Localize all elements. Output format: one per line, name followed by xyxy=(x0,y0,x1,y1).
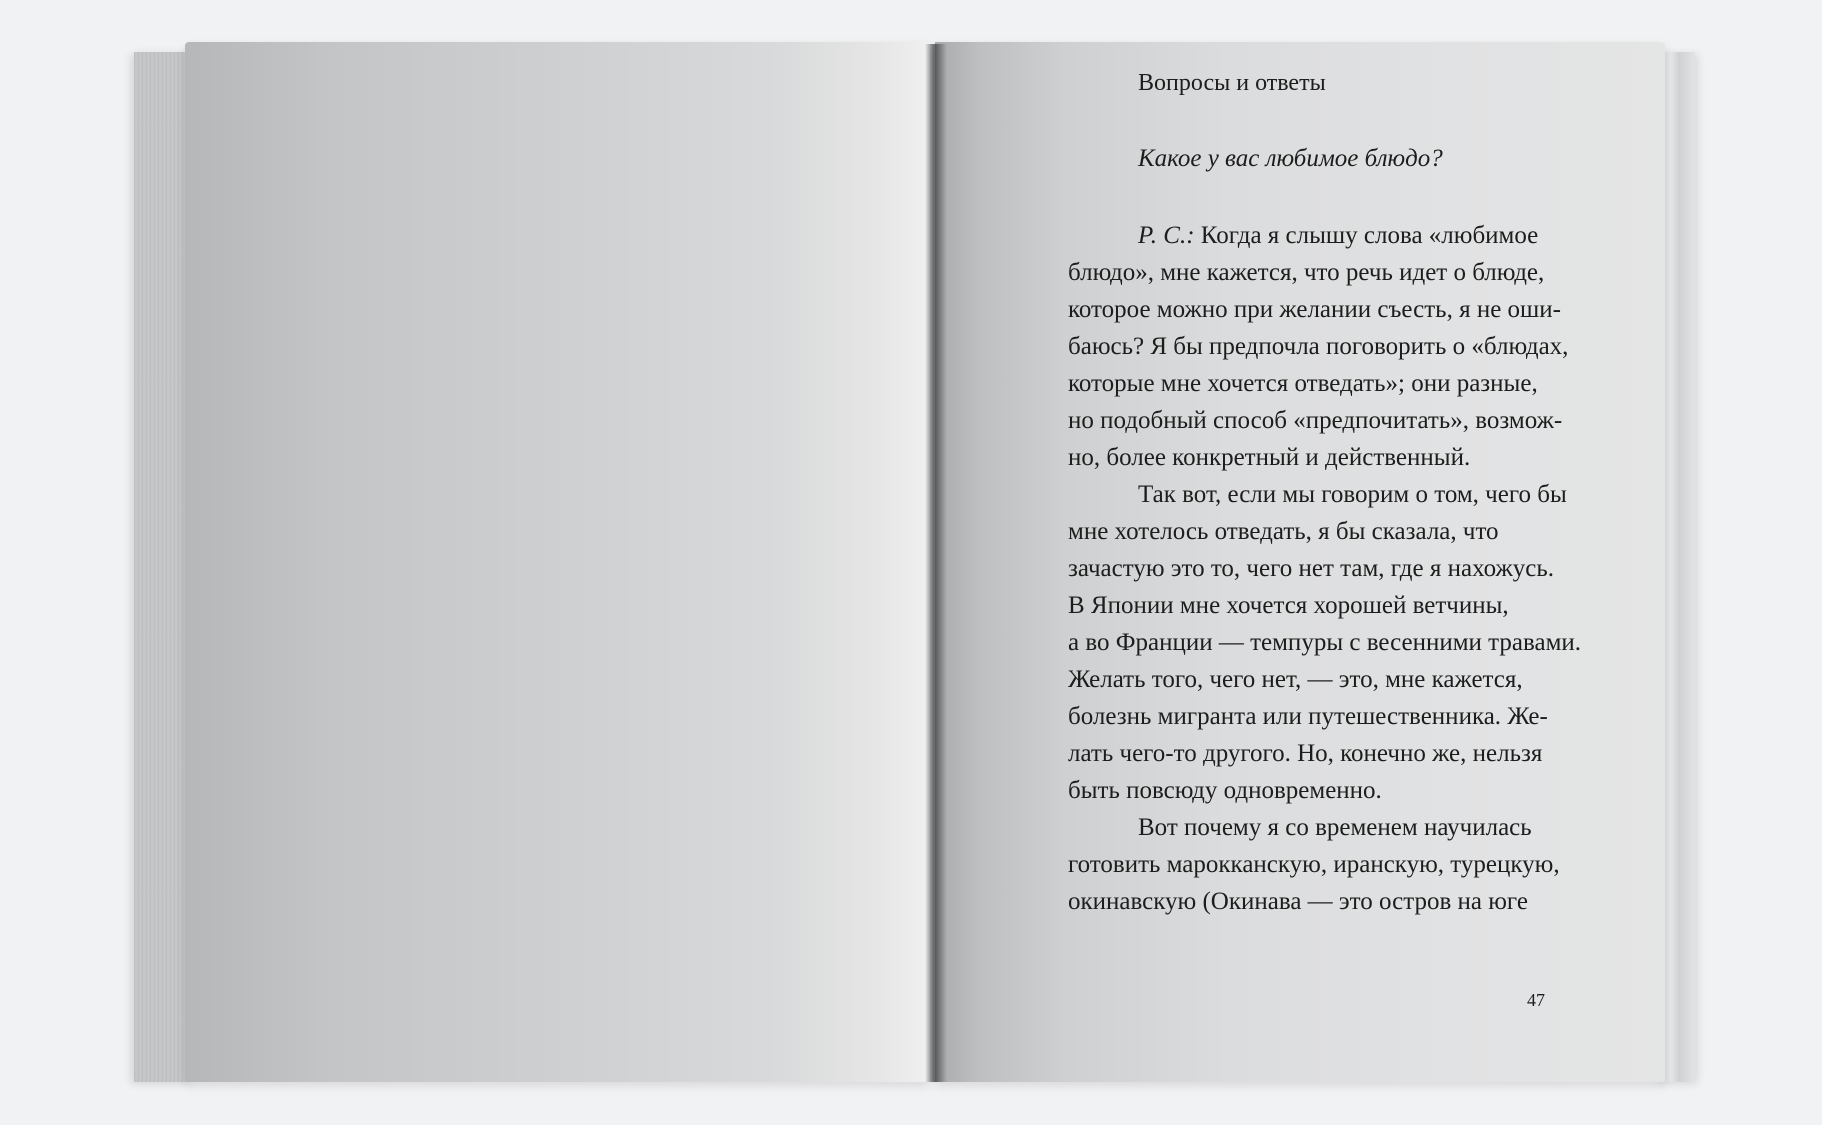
text-line: мне хотелось отведать, я бы сказала, что xyxy=(1068,518,1499,545)
right-page xyxy=(935,42,1665,1082)
text-line: быть повсюду одновременно. xyxy=(1068,777,1382,804)
text-line: Так вот, если мы говорим о том, чего бы xyxy=(1138,481,1567,508)
body-text xyxy=(1068,217,1638,920)
text-line: Вот почему я со временем научилась xyxy=(1138,814,1532,841)
text-line: блюдо», мне кажется, что речь идет о блюде, xyxy=(1068,259,1545,286)
text-line: зачастую это то, чего нет там, где я нахожусь. xyxy=(1068,555,1555,582)
text-line: а во Франции — темпуры с весенними травами. xyxy=(1068,629,1582,656)
text-line xyxy=(1068,217,1638,254)
text-line: В Японии мне хочется хорошей ветчины, xyxy=(1068,592,1509,619)
text-line: но подобный способ «предпочитать», возмож- xyxy=(1068,407,1563,434)
question-heading: Какое у вас любимое блюдо? xyxy=(1138,145,1443,172)
text-line: которое можно при желании съесть, я не оши- xyxy=(1068,296,1561,323)
spine-shadow xyxy=(925,44,947,1082)
text-line: готовить марокканскую, иранскую, турецкую, xyxy=(1068,851,1560,878)
text-line: Желать того, чего нет, — это, мне кажется, xyxy=(1068,666,1523,693)
page-number: 47 xyxy=(1527,990,1545,1010)
text-line: болезнь мигранта или путешественника. Же- xyxy=(1068,703,1548,730)
text-line: лать чего-то другого. Но, конечно же, нельзя xyxy=(1068,740,1543,767)
text-line: окинавскую (Окинава — это остров на юге xyxy=(1068,888,1528,915)
text-line: баюсь? Я бы предпочла поговорить о «блюдах, xyxy=(1068,333,1569,360)
text-line: но, более конкретный и действенный. xyxy=(1068,444,1471,471)
text-line-content: Когда я слышу слова «любимое xyxy=(1194,222,1539,249)
left-page xyxy=(185,42,930,1082)
text-line: которые мне хочется отведать»; они разные, xyxy=(1068,370,1538,397)
running-head: Вопросы и ответы xyxy=(1138,70,1326,96)
speaker-initials: Р. С.: xyxy=(1138,222,1195,249)
open-book xyxy=(130,42,1695,1087)
